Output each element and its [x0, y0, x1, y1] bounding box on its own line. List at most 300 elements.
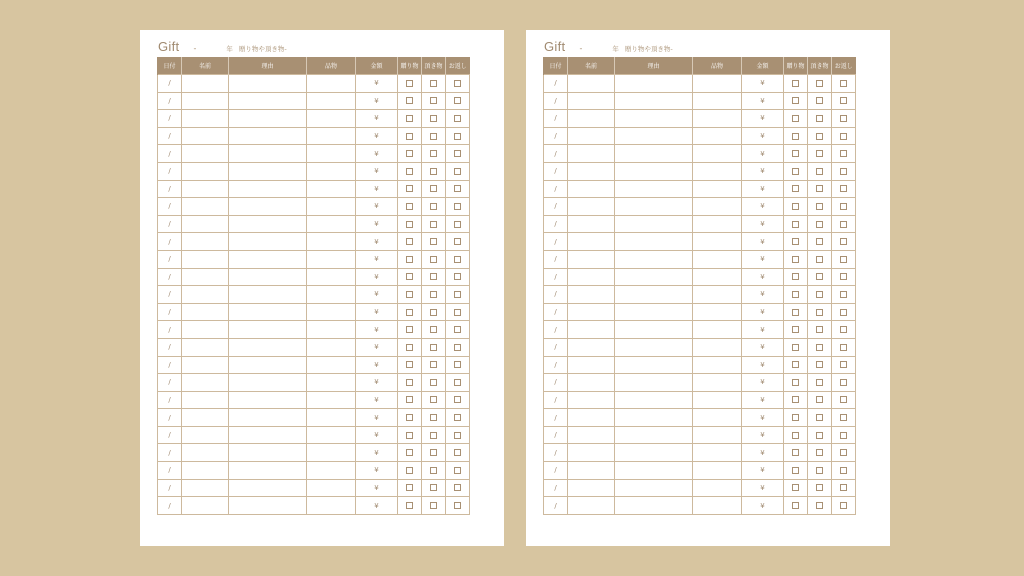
gift-given-checkbox[interactable]: [792, 80, 799, 87]
gift-given-checkbox[interactable]: [406, 273, 413, 280]
name-cell[interactable]: [182, 233, 229, 251]
date-cell[interactable]: [544, 321, 568, 339]
return-gift-checkbox[interactable]: [840, 344, 847, 351]
gift-given-checkbox[interactable]: [406, 361, 413, 368]
item-cell[interactable]: [693, 127, 742, 145]
gift-received-checkbox[interactable]: [430, 396, 437, 403]
date-cell[interactable]: [544, 303, 568, 321]
name-cell[interactable]: [568, 162, 615, 180]
return-gift-checkbox[interactable]: [454, 379, 461, 386]
gift-received-checkbox[interactable]: [430, 379, 437, 386]
reason-cell[interactable]: [615, 110, 693, 128]
gift-received-checkbox[interactable]: [816, 361, 823, 368]
gift-given-checkbox[interactable]: [792, 133, 799, 140]
name-cell[interactable]: [568, 391, 615, 409]
name-cell[interactable]: [568, 321, 615, 339]
gift-given-checkbox[interactable]: [792, 379, 799, 386]
return-gift-checkbox[interactable]: [840, 203, 847, 210]
return-gift-checkbox[interactable]: [840, 379, 847, 386]
gift-given-checkbox[interactable]: [406, 414, 413, 421]
date-cell[interactable]: [158, 321, 182, 339]
name-cell[interactable]: [568, 303, 615, 321]
date-cell[interactable]: [158, 127, 182, 145]
gift-given-checkbox[interactable]: [792, 291, 799, 298]
name-cell[interactable]: [568, 286, 615, 304]
item-cell[interactable]: [307, 75, 356, 93]
return-gift-checkbox[interactable]: [840, 221, 847, 228]
date-cell[interactable]: [544, 497, 568, 515]
amount-cell[interactable]: [356, 110, 398, 128]
gift-received-checkbox[interactable]: [816, 502, 823, 509]
date-cell[interactable]: [544, 92, 568, 110]
item-cell[interactable]: [693, 145, 742, 163]
gift-received-checkbox[interactable]: [430, 291, 437, 298]
date-cell[interactable]: [158, 75, 182, 93]
item-cell[interactable]: [693, 356, 742, 374]
amount-cell[interactable]: [356, 338, 398, 356]
name-cell[interactable]: [568, 497, 615, 515]
gift-received-checkbox[interactable]: [430, 326, 437, 333]
gift-given-checkbox[interactable]: [792, 449, 799, 456]
date-cell[interactable]: [158, 110, 182, 128]
return-gift-checkbox[interactable]: [840, 396, 847, 403]
gift-received-checkbox[interactable]: [816, 344, 823, 351]
name-cell[interactable]: [568, 250, 615, 268]
gift-given-checkbox[interactable]: [406, 467, 413, 474]
reason-cell[interactable]: [229, 479, 307, 497]
date-cell[interactable]: [544, 356, 568, 374]
return-gift-checkbox[interactable]: [840, 291, 847, 298]
amount-cell[interactable]: [356, 479, 398, 497]
gift-given-checkbox[interactable]: [406, 309, 413, 316]
item-cell[interactable]: [693, 374, 742, 392]
reason-cell[interactable]: [229, 462, 307, 480]
gift-received-checkbox[interactable]: [816, 396, 823, 403]
gift-given-checkbox[interactable]: [406, 115, 413, 122]
gift-given-checkbox[interactable]: [406, 344, 413, 351]
name-cell[interactable]: [182, 356, 229, 374]
reason-cell[interactable]: [229, 409, 307, 427]
amount-cell[interactable]: [356, 180, 398, 198]
item-cell[interactable]: [693, 250, 742, 268]
date-cell[interactable]: [158, 497, 182, 515]
gift-received-checkbox[interactable]: [816, 467, 823, 474]
return-gift-checkbox[interactable]: [840, 256, 847, 263]
return-gift-checkbox[interactable]: [840, 168, 847, 175]
name-cell[interactable]: [182, 145, 229, 163]
amount-cell[interactable]: [356, 145, 398, 163]
amount-cell[interactable]: [742, 374, 784, 392]
amount-cell[interactable]: [356, 321, 398, 339]
gift-received-checkbox[interactable]: [816, 291, 823, 298]
gift-received-checkbox[interactable]: [430, 97, 437, 104]
amount-cell[interactable]: [742, 497, 784, 515]
reason-cell[interactable]: [615, 321, 693, 339]
item-cell[interactable]: [307, 321, 356, 339]
gift-received-checkbox[interactable]: [430, 361, 437, 368]
return-gift-checkbox[interactable]: [454, 344, 461, 351]
date-cell[interactable]: [158, 286, 182, 304]
date-cell[interactable]: [158, 162, 182, 180]
return-gift-checkbox[interactable]: [454, 115, 461, 122]
gift-given-checkbox[interactable]: [406, 432, 413, 439]
name-cell[interactable]: [182, 250, 229, 268]
gift-received-checkbox[interactable]: [816, 432, 823, 439]
name-cell[interactable]: [568, 198, 615, 216]
name-cell[interactable]: [182, 127, 229, 145]
amount-cell[interactable]: [356, 444, 398, 462]
return-gift-checkbox[interactable]: [454, 449, 461, 456]
gift-received-checkbox[interactable]: [430, 414, 437, 421]
gift-received-checkbox[interactable]: [816, 449, 823, 456]
item-cell[interactable]: [693, 303, 742, 321]
amount-cell[interactable]: [742, 110, 784, 128]
gift-given-checkbox[interactable]: [792, 344, 799, 351]
reason-cell[interactable]: [229, 162, 307, 180]
amount-cell[interactable]: [742, 409, 784, 427]
name-cell[interactable]: [568, 268, 615, 286]
name-cell[interactable]: [182, 321, 229, 339]
name-cell[interactable]: [568, 374, 615, 392]
item-cell[interactable]: [693, 338, 742, 356]
amount-cell[interactable]: [356, 497, 398, 515]
return-gift-checkbox[interactable]: [840, 432, 847, 439]
name-cell[interactable]: [182, 374, 229, 392]
amount-cell[interactable]: [356, 92, 398, 110]
return-gift-checkbox[interactable]: [454, 273, 461, 280]
date-cell[interactable]: [544, 462, 568, 480]
item-cell[interactable]: [307, 356, 356, 374]
gift-received-checkbox[interactable]: [430, 256, 437, 263]
amount-cell[interactable]: [356, 426, 398, 444]
name-cell[interactable]: [182, 426, 229, 444]
gift-received-checkbox[interactable]: [430, 185, 437, 192]
name-cell[interactable]: [182, 215, 229, 233]
date-cell[interactable]: [158, 250, 182, 268]
amount-cell[interactable]: [356, 162, 398, 180]
return-gift-checkbox[interactable]: [840, 484, 847, 491]
item-cell[interactable]: [307, 303, 356, 321]
date-cell[interactable]: [544, 233, 568, 251]
date-cell[interactable]: [544, 250, 568, 268]
gift-given-checkbox[interactable]: [406, 203, 413, 210]
name-cell[interactable]: [568, 92, 615, 110]
gift-given-checkbox[interactable]: [406, 502, 413, 509]
amount-cell[interactable]: [356, 356, 398, 374]
name-cell[interactable]: [568, 426, 615, 444]
gift-received-checkbox[interactable]: [816, 379, 823, 386]
amount-cell[interactable]: [356, 409, 398, 427]
amount-cell[interactable]: [742, 215, 784, 233]
reason-cell[interactable]: [615, 426, 693, 444]
date-cell[interactable]: [158, 338, 182, 356]
date-cell[interactable]: [158, 391, 182, 409]
gift-given-checkbox[interactable]: [792, 467, 799, 474]
date-cell[interactable]: [158, 409, 182, 427]
gift-received-checkbox[interactable]: [430, 168, 437, 175]
reason-cell[interactable]: [615, 198, 693, 216]
gift-received-checkbox[interactable]: [816, 115, 823, 122]
item-cell[interactable]: [307, 479, 356, 497]
reason-cell[interactable]: [229, 92, 307, 110]
amount-cell[interactable]: [742, 75, 784, 93]
return-gift-checkbox[interactable]: [454, 396, 461, 403]
gift-given-checkbox[interactable]: [792, 115, 799, 122]
date-cell[interactable]: [544, 268, 568, 286]
return-gift-checkbox[interactable]: [840, 309, 847, 316]
amount-cell[interactable]: [742, 303, 784, 321]
reason-cell[interactable]: [229, 198, 307, 216]
gift-given-checkbox[interactable]: [792, 414, 799, 421]
amount-cell[interactable]: [742, 338, 784, 356]
gift-received-checkbox[interactable]: [816, 168, 823, 175]
return-gift-checkbox[interactable]: [454, 484, 461, 491]
amount-cell[interactable]: [742, 162, 784, 180]
name-cell[interactable]: [182, 462, 229, 480]
item-cell[interactable]: [693, 444, 742, 462]
item-cell[interactable]: [307, 462, 356, 480]
name-cell[interactable]: [182, 444, 229, 462]
name-cell[interactable]: [182, 409, 229, 427]
reason-cell[interactable]: [615, 92, 693, 110]
item-cell[interactable]: [693, 268, 742, 286]
reason-cell[interactable]: [229, 303, 307, 321]
amount-cell[interactable]: [356, 303, 398, 321]
gift-received-checkbox[interactable]: [816, 80, 823, 87]
reason-cell[interactable]: [229, 250, 307, 268]
amount-cell[interactable]: [742, 391, 784, 409]
gift-received-checkbox[interactable]: [430, 203, 437, 210]
return-gift-checkbox[interactable]: [454, 256, 461, 263]
date-cell[interactable]: [544, 286, 568, 304]
item-cell[interactable]: [307, 92, 356, 110]
gift-given-checkbox[interactable]: [792, 168, 799, 175]
gift-given-checkbox[interactable]: [406, 256, 413, 263]
amount-cell[interactable]: [742, 127, 784, 145]
item-cell[interactable]: [693, 479, 742, 497]
item-cell[interactable]: [307, 444, 356, 462]
reason-cell[interactable]: [615, 250, 693, 268]
return-gift-checkbox[interactable]: [454, 168, 461, 175]
gift-given-checkbox[interactable]: [406, 80, 413, 87]
item-cell[interactable]: [307, 409, 356, 427]
amount-cell[interactable]: [742, 145, 784, 163]
gift-received-checkbox[interactable]: [816, 326, 823, 333]
date-cell[interactable]: [544, 145, 568, 163]
date-cell[interactable]: [544, 338, 568, 356]
item-cell[interactable]: [693, 162, 742, 180]
item-cell[interactable]: [307, 426, 356, 444]
date-cell[interactable]: [158, 145, 182, 163]
name-cell[interactable]: [182, 75, 229, 93]
name-cell[interactable]: [182, 180, 229, 198]
amount-cell[interactable]: [742, 92, 784, 110]
reason-cell[interactable]: [615, 145, 693, 163]
return-gift-checkbox[interactable]: [840, 414, 847, 421]
reason-cell[interactable]: [615, 338, 693, 356]
reason-cell[interactable]: [229, 391, 307, 409]
reason-cell[interactable]: [229, 497, 307, 515]
name-cell[interactable]: [182, 286, 229, 304]
date-cell[interactable]: [158, 479, 182, 497]
item-cell[interactable]: [307, 391, 356, 409]
return-gift-checkbox[interactable]: [454, 309, 461, 316]
gift-given-checkbox[interactable]: [406, 97, 413, 104]
name-cell[interactable]: [568, 444, 615, 462]
return-gift-checkbox[interactable]: [840, 238, 847, 245]
reason-cell[interactable]: [615, 374, 693, 392]
gift-given-checkbox[interactable]: [792, 238, 799, 245]
name-cell[interactable]: [568, 145, 615, 163]
item-cell[interactable]: [307, 286, 356, 304]
return-gift-checkbox[interactable]: [454, 133, 461, 140]
return-gift-checkbox[interactable]: [840, 115, 847, 122]
name-cell[interactable]: [182, 110, 229, 128]
name-cell[interactable]: [182, 198, 229, 216]
return-gift-checkbox[interactable]: [454, 326, 461, 333]
item-cell[interactable]: [307, 250, 356, 268]
name-cell[interactable]: [182, 497, 229, 515]
date-cell[interactable]: [544, 374, 568, 392]
date-cell[interactable]: [158, 198, 182, 216]
amount-cell[interactable]: [356, 462, 398, 480]
name-cell[interactable]: [182, 162, 229, 180]
amount-cell[interactable]: [356, 268, 398, 286]
return-gift-checkbox[interactable]: [454, 150, 461, 157]
return-gift-checkbox[interactable]: [454, 97, 461, 104]
return-gift-checkbox[interactable]: [454, 467, 461, 474]
name-cell[interactable]: [568, 356, 615, 374]
amount-cell[interactable]: [742, 479, 784, 497]
gift-received-checkbox[interactable]: [816, 256, 823, 263]
gift-received-checkbox[interactable]: [430, 449, 437, 456]
item-cell[interactable]: [693, 215, 742, 233]
item-cell[interactable]: [693, 321, 742, 339]
amount-cell[interactable]: [356, 286, 398, 304]
gift-received-checkbox[interactable]: [816, 221, 823, 228]
gift-given-checkbox[interactable]: [792, 97, 799, 104]
gift-given-checkbox[interactable]: [792, 309, 799, 316]
item-cell[interactable]: [307, 127, 356, 145]
reason-cell[interactable]: [229, 444, 307, 462]
amount-cell[interactable]: [742, 444, 784, 462]
date-cell[interactable]: [544, 198, 568, 216]
gift-given-checkbox[interactable]: [406, 238, 413, 245]
item-cell[interactable]: [693, 462, 742, 480]
gift-received-checkbox[interactable]: [816, 309, 823, 316]
item-cell[interactable]: [693, 92, 742, 110]
gift-received-checkbox[interactable]: [816, 133, 823, 140]
gift-given-checkbox[interactable]: [792, 273, 799, 280]
name-cell[interactable]: [568, 180, 615, 198]
name-cell[interactable]: [182, 391, 229, 409]
name-cell[interactable]: [182, 338, 229, 356]
amount-cell[interactable]: [742, 321, 784, 339]
reason-cell[interactable]: [229, 338, 307, 356]
reason-cell[interactable]: [229, 268, 307, 286]
item-cell[interactable]: [307, 497, 356, 515]
reason-cell[interactable]: [615, 409, 693, 427]
gift-given-checkbox[interactable]: [406, 185, 413, 192]
amount-cell[interactable]: [742, 356, 784, 374]
reason-cell[interactable]: [229, 127, 307, 145]
amount-cell[interactable]: [742, 233, 784, 251]
item-cell[interactable]: [307, 233, 356, 251]
gift-received-checkbox[interactable]: [816, 414, 823, 421]
date-cell[interactable]: [158, 268, 182, 286]
amount-cell[interactable]: [356, 233, 398, 251]
item-cell[interactable]: [307, 215, 356, 233]
reason-cell[interactable]: [615, 391, 693, 409]
item-cell[interactable]: [307, 268, 356, 286]
gift-received-checkbox[interactable]: [430, 80, 437, 87]
return-gift-checkbox[interactable]: [454, 185, 461, 192]
gift-received-checkbox[interactable]: [430, 502, 437, 509]
reason-cell[interactable]: [615, 356, 693, 374]
date-cell[interactable]: [158, 374, 182, 392]
gift-given-checkbox[interactable]: [406, 221, 413, 228]
reason-cell[interactable]: [229, 110, 307, 128]
amount-cell[interactable]: [742, 462, 784, 480]
reason-cell[interactable]: [615, 215, 693, 233]
name-cell[interactable]: [182, 92, 229, 110]
return-gift-checkbox[interactable]: [454, 238, 461, 245]
item-cell[interactable]: [693, 391, 742, 409]
amount-cell[interactable]: [742, 180, 784, 198]
date-cell[interactable]: [544, 75, 568, 93]
item-cell[interactable]: [307, 180, 356, 198]
gift-given-checkbox[interactable]: [792, 361, 799, 368]
return-gift-checkbox[interactable]: [454, 414, 461, 421]
gift-given-checkbox[interactable]: [406, 484, 413, 491]
return-gift-checkbox[interactable]: [840, 80, 847, 87]
reason-cell[interactable]: [229, 233, 307, 251]
gift-received-checkbox[interactable]: [430, 221, 437, 228]
gift-received-checkbox[interactable]: [430, 344, 437, 351]
item-cell[interactable]: [693, 286, 742, 304]
date-cell[interactable]: [544, 180, 568, 198]
date-cell[interactable]: [544, 162, 568, 180]
name-cell[interactable]: [568, 479, 615, 497]
amount-cell[interactable]: [742, 426, 784, 444]
name-cell[interactable]: [568, 215, 615, 233]
reason-cell[interactable]: [615, 75, 693, 93]
amount-cell[interactable]: [742, 198, 784, 216]
reason-cell[interactable]: [229, 75, 307, 93]
reason-cell[interactable]: [615, 268, 693, 286]
reason-cell[interactable]: [615, 303, 693, 321]
return-gift-checkbox[interactable]: [840, 449, 847, 456]
reason-cell[interactable]: [615, 444, 693, 462]
item-cell[interactable]: [307, 110, 356, 128]
amount-cell[interactable]: [742, 286, 784, 304]
gift-given-checkbox[interactable]: [792, 185, 799, 192]
return-gift-checkbox[interactable]: [840, 133, 847, 140]
amount-cell[interactable]: [356, 75, 398, 93]
return-gift-checkbox[interactable]: [454, 221, 461, 228]
name-cell[interactable]: [182, 303, 229, 321]
item-cell[interactable]: [307, 374, 356, 392]
reason-cell[interactable]: [229, 145, 307, 163]
gift-given-checkbox[interactable]: [406, 133, 413, 140]
gift-received-checkbox[interactable]: [430, 273, 437, 280]
date-cell[interactable]: [158, 462, 182, 480]
amount-cell[interactable]: [356, 374, 398, 392]
gift-received-checkbox[interactable]: [816, 203, 823, 210]
gift-given-checkbox[interactable]: [792, 221, 799, 228]
amount-cell[interactable]: [356, 250, 398, 268]
date-cell[interactable]: [544, 409, 568, 427]
